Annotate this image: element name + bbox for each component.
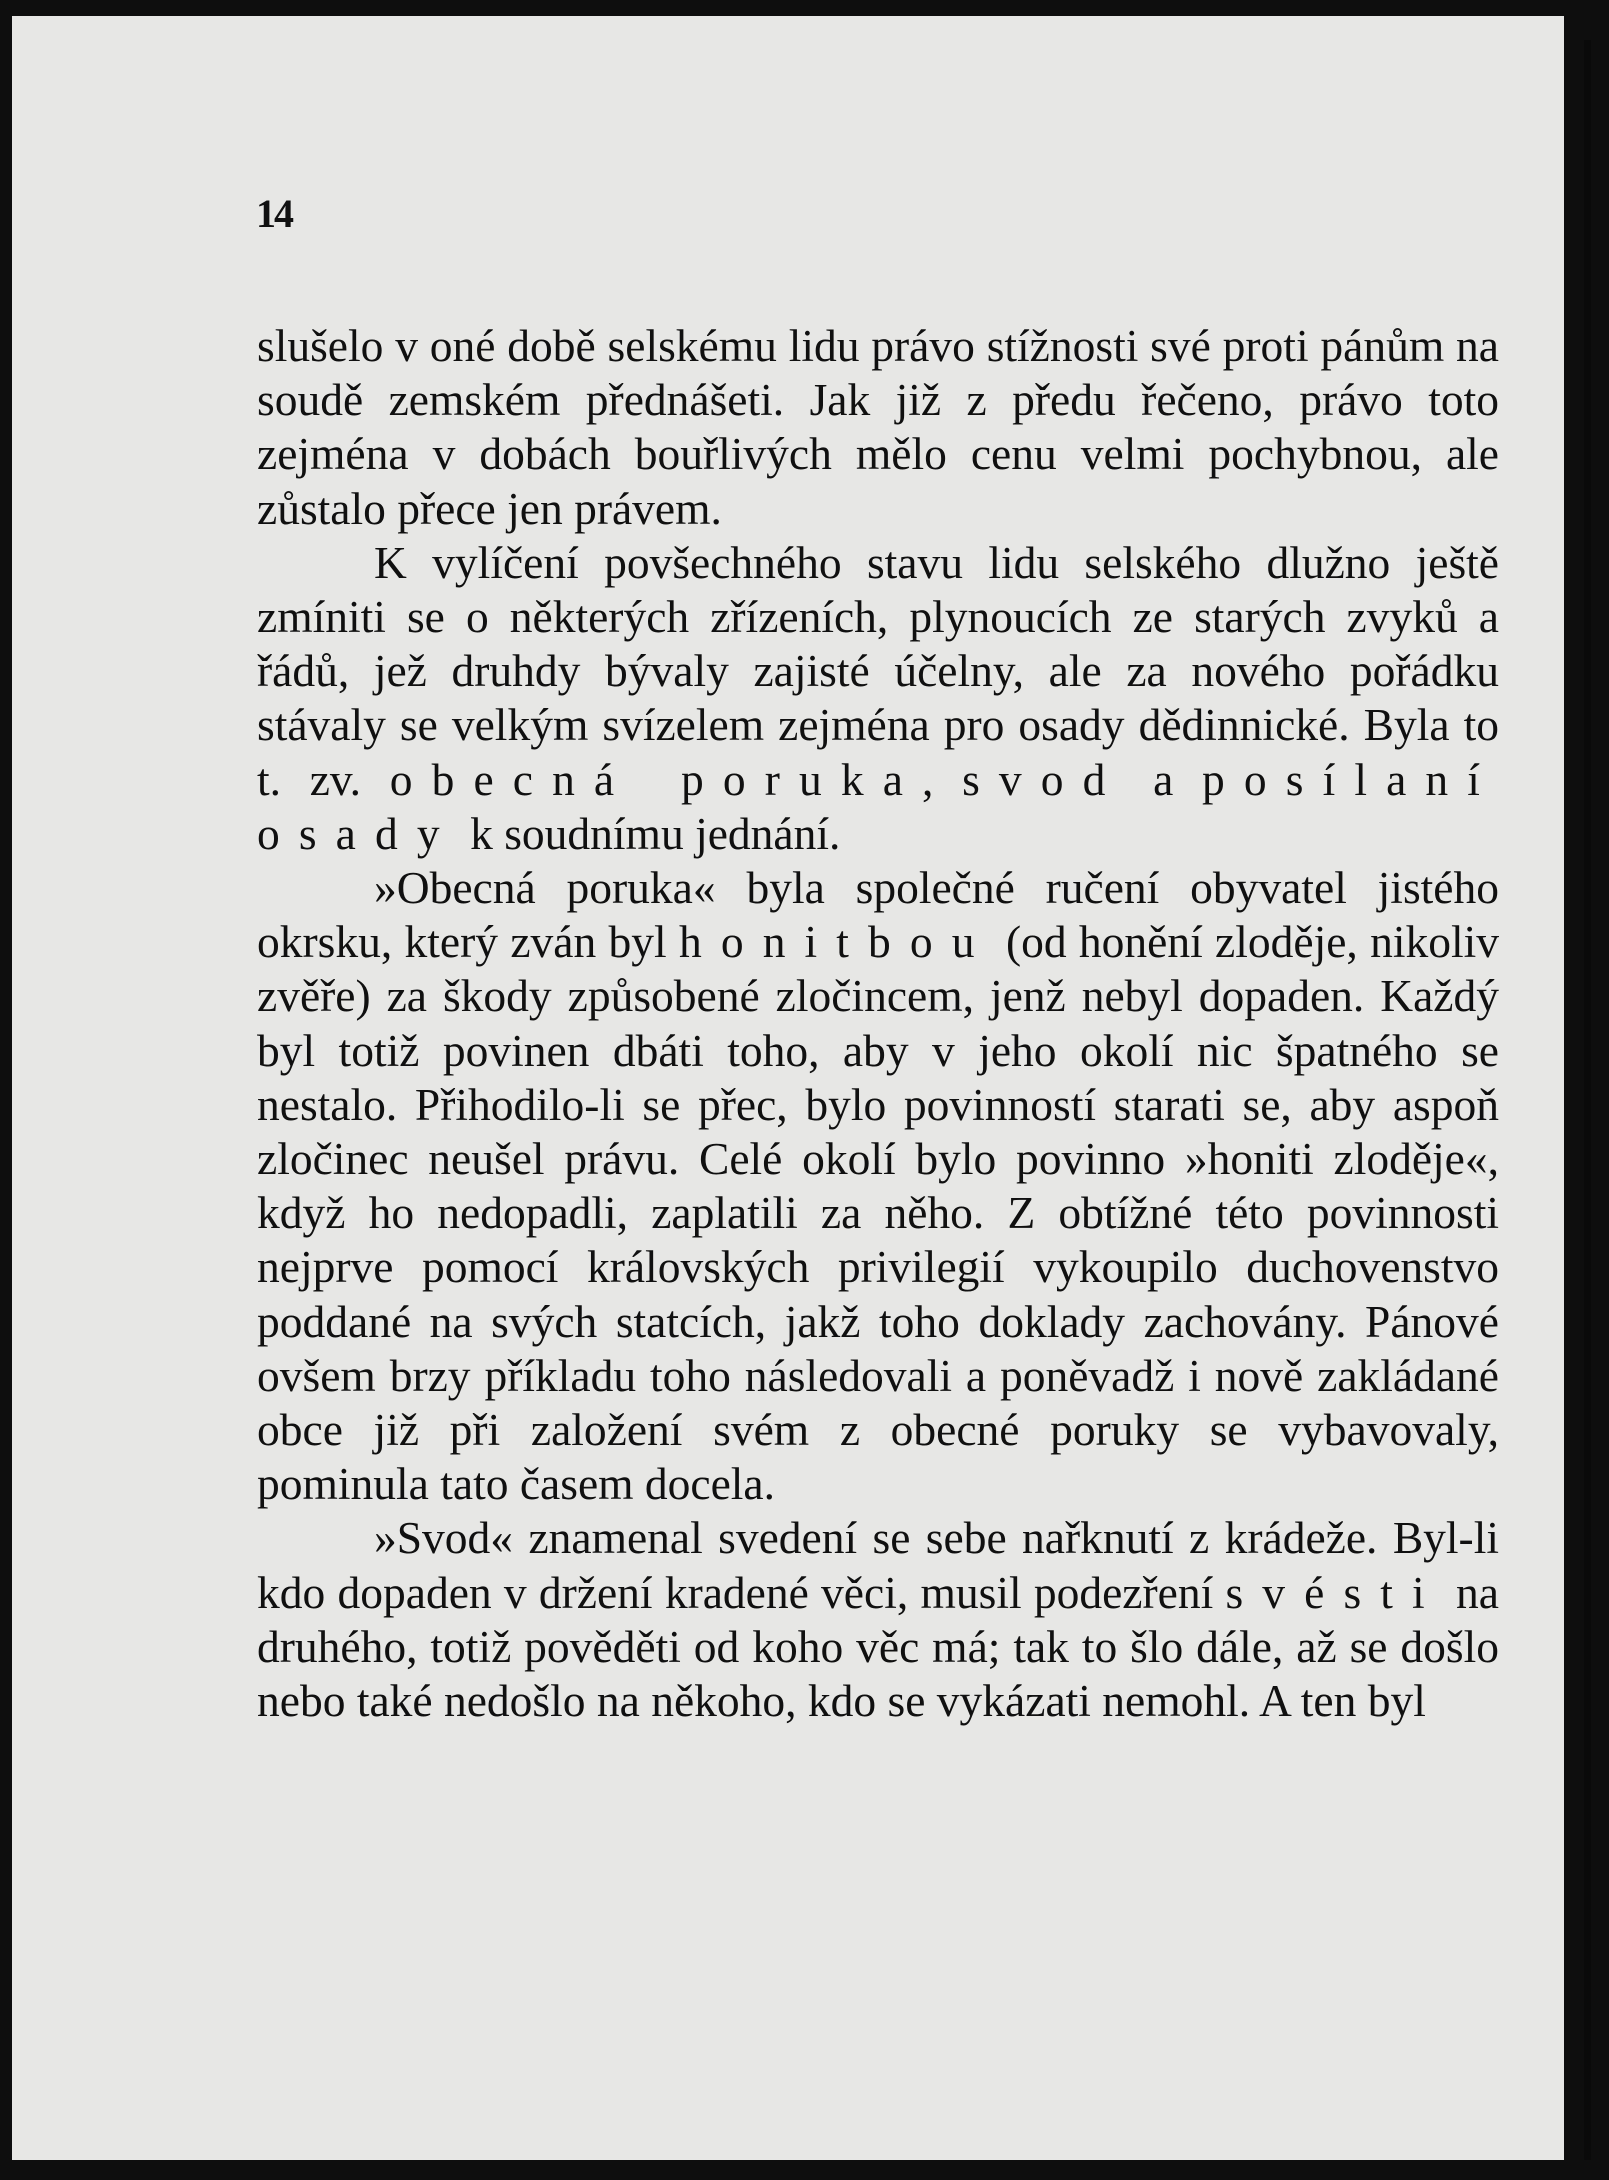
body-text bbox=[257, 319, 1499, 1728]
emphasized-term: honitbou bbox=[678, 916, 994, 968]
text-segment: (od honění zloděje, nikoliv zvěře) za škody způsobené zločincem, jenž nebyl dopaden. Každý byl totiž povinen dbáti toho, aby v jeho okolí nic špatného se nestalo. Přihodilo-li se přec, bylo povinností starati se, aby aspoň zločinec neušel právu. Celé okolí bylo povinno »honiti zloděje«, když ho nedopadli, zaplatili za něho. Z obtížné této povinnosti nejprve pomocí královských privilegií vykoupilo duchovenstvo poddané na svých statcích, jakž toho doklady zachovány. Pánové ovšem brzy příkladu toho následovali a poněvadž i nově zakládané obce již při založení svém z obecné poruky se vybavovaly, pominula tato časem docela. bbox=[257, 916, 1499, 1510]
paragraph-3 bbox=[257, 861, 1499, 1511]
paragraph-2 bbox=[257, 536, 1499, 861]
emphasized-term: svésti bbox=[1225, 1566, 1444, 1618]
page-number: 14 bbox=[256, 191, 292, 236]
text-segment: k soudnímu jednání. bbox=[458, 807, 841, 859]
page-edge-shadow bbox=[1584, 40, 1591, 2160]
text-segment: »Svod« znamenal svedení se sebe nařknutí z krádeže. Byl-li kdo dopaden v držení kradené věci, musil podezření bbox=[257, 1512, 1499, 1618]
paragraph-1 bbox=[257, 319, 1499, 536]
emphasized-term: posílaní osady bbox=[257, 753, 1499, 859]
text-segment: »Obecná poruka« byla společné ručení obyvatel jistého okrsku, který zván byl bbox=[257, 862, 1499, 968]
paragraph-4 bbox=[257, 1511, 1499, 1728]
book-page bbox=[12, 16, 1564, 2160]
text-segment: , bbox=[922, 753, 963, 805]
emphasized-term: svod bbox=[962, 753, 1125, 805]
text-segment: K vylíčení povšechného stavu lidu selského dlužno ještě zmíniti se o některých zřízeních, plynoucích ze starých zvyků a řádů, jež druhdy bývaly zajisté účelny, ale za nového pořádku stávaly se velkým svízelem zejména pro osady dědinnické. Byla to t. zv. bbox=[257, 536, 1499, 805]
emphasized-term: obecná poruka bbox=[389, 753, 923, 805]
text-segment: na druhého, totiž pověděti od koho věc má; tak to šlo dále, až se došlo nebo také nedošlo na někoho, kdo se vykázati nemohl. A ten byl bbox=[257, 1566, 1499, 1727]
text-segment: a bbox=[1124, 753, 1203, 805]
text-segment: slušelo v oné době selskému lidu právo stížnosti své proti pánům na soudě zemském přednášeti. Jak již z předu řečeno, právo toto zejména v dobách bouřlivých mělo cenu velmi pochybnou, ale zůstalo přece jen právem. bbox=[257, 320, 1499, 534]
